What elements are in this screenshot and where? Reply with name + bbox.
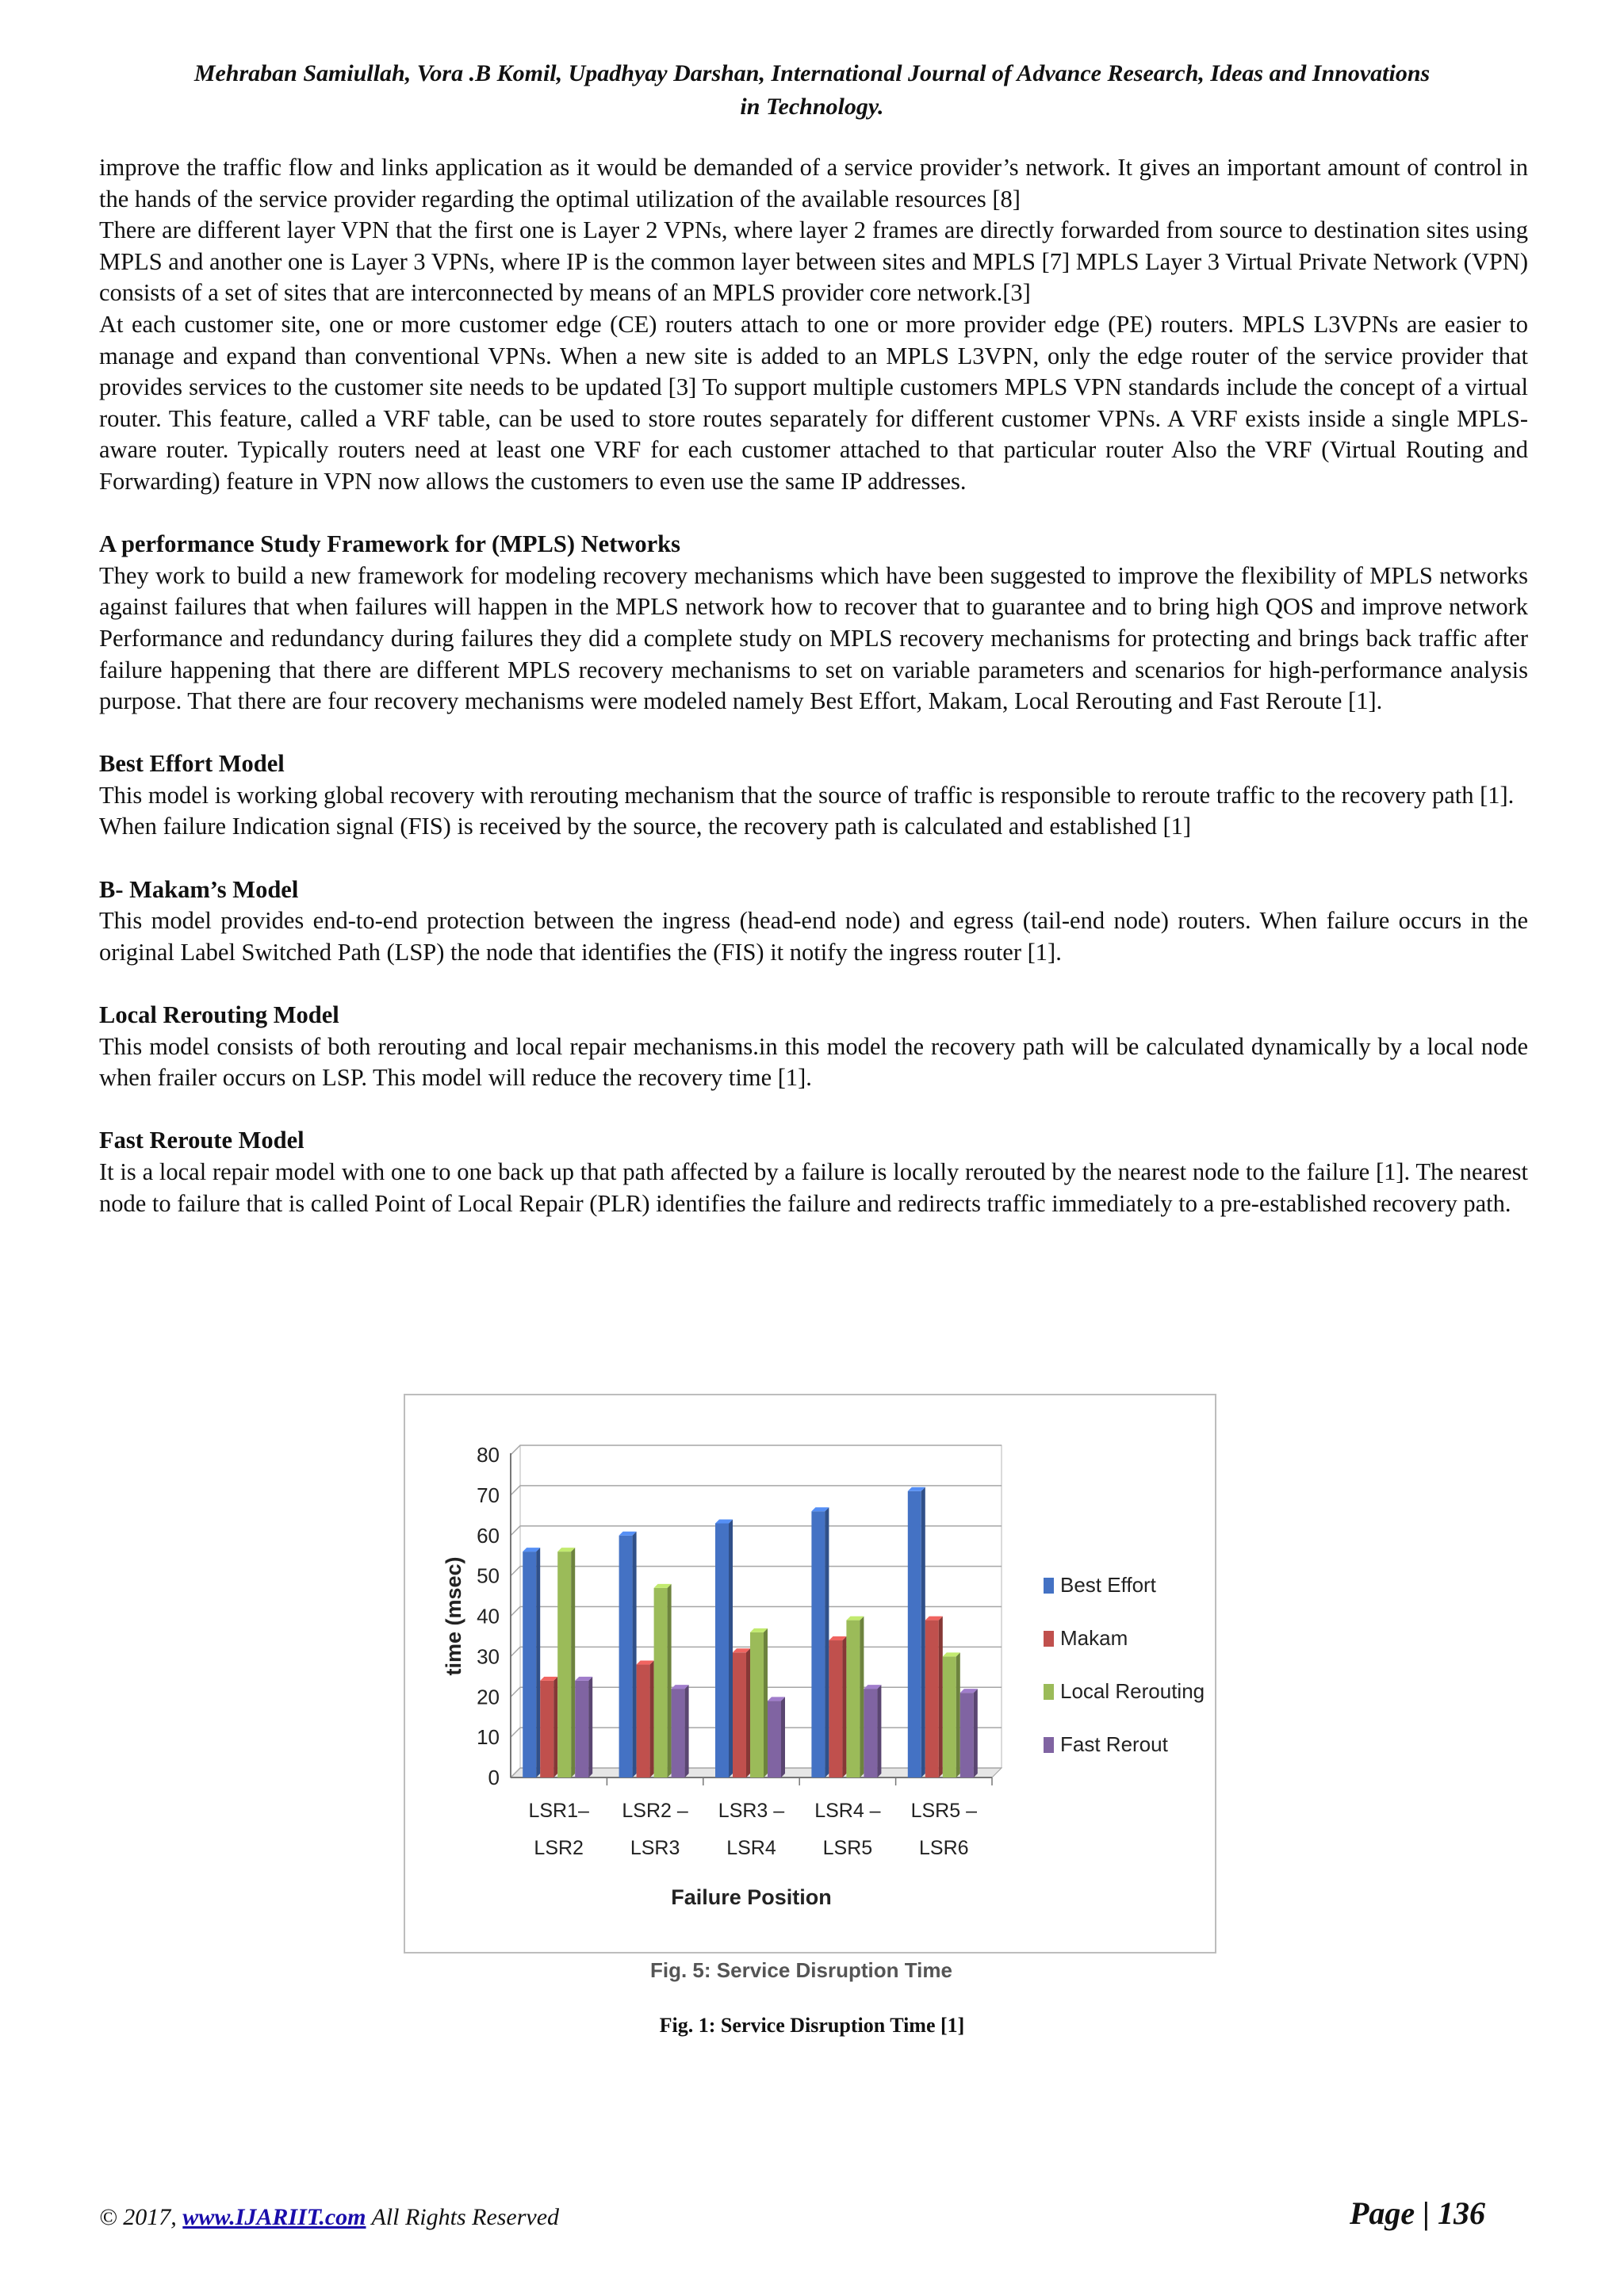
- bar-makam: [733, 1652, 746, 1777]
- footer-copyright-prefix: © 2017,: [99, 2204, 177, 2230]
- bar-local-rerouting: [846, 1621, 860, 1777]
- cut-off-caption-text: Fig. 5: Service Disruption Time: [650, 1958, 952, 1982]
- bar-side: [668, 1584, 672, 1777]
- y-tick-label: 60: [477, 1523, 500, 1548]
- section-text-makam: This model provides end-to-end protection between the ingress (head-end node) and egress (tail-end node) routers. When failure occurs in the original Label Switched Path (LSP) the node that identifies the (FIS) it notify the ingress router [1].: [99, 907, 1528, 966]
- section-title-best-effort: Best Effort Model: [99, 750, 285, 778]
- legend-swatch: [1044, 1737, 1054, 1753]
- bar-side: [650, 1661, 654, 1777]
- bar-best-effort: [715, 1523, 729, 1777]
- bar-local-rerouting: [943, 1656, 956, 1777]
- y-tick-label: 20: [477, 1685, 500, 1709]
- legend-label: Best Effort: [1060, 1573, 1156, 1597]
- bar-fast-rerout: [575, 1681, 588, 1777]
- x-tick-label: LSR4 –: [814, 1800, 881, 1822]
- bar-side: [842, 1636, 846, 1777]
- bar-makam: [637, 1665, 650, 1777]
- bar-fast-rerout: [768, 1701, 781, 1777]
- bar-local-rerouting: [654, 1588, 668, 1777]
- bar-best-effort: [619, 1536, 633, 1777]
- bar-side: [746, 1648, 750, 1777]
- bar-side: [939, 1617, 943, 1777]
- bar-chart: [405, 1395, 1215, 1952]
- bar-fast-rerout: [960, 1693, 974, 1777]
- x-axis-title: Failure Position: [671, 1885, 832, 1909]
- x-tick-label: LSR2 –: [622, 1800, 688, 1822]
- bar-fast-rerout: [864, 1689, 877, 1777]
- legend-label: Fast Rerout: [1060, 1732, 1168, 1756]
- legend-label: Makam: [1060, 1626, 1128, 1650]
- bar-local-rerouting: [750, 1632, 764, 1777]
- figure-caption: Fig. 1: Service Disruption Time [1]: [659, 2014, 965, 2037]
- header-line-2: in Technology.: [740, 94, 884, 120]
- bar-side: [729, 1519, 733, 1777]
- legend-swatch: [1044, 1631, 1054, 1647]
- bar-side: [956, 1652, 960, 1777]
- page-number: Page | 136: [1350, 2195, 1485, 2231]
- x-tick-label: LSR1–: [528, 1800, 589, 1822]
- bar-makam: [925, 1621, 939, 1777]
- section-text-best-effort-2: When failure Indication signal (FIS) is received by the source, the recovery path is calculated and established [1]: [99, 813, 1192, 840]
- bar-side: [860, 1617, 864, 1777]
- section-text-best-effort-1: This model is working global recovery with rerouting mechanism that the source of traffic is responsible to reroute traffic to the recovery path [1].: [99, 781, 1515, 809]
- running-header: [87, 57, 1537, 124]
- bar-fast-rerout: [672, 1689, 685, 1777]
- y-tick-label: 70: [477, 1483, 500, 1507]
- bar-best-effort: [811, 1511, 825, 1777]
- section-title-local-rerouting: Local Rerouting Model: [99, 1001, 339, 1029]
- section-title-framework: A performance Study Framework for (MPLS) Networks: [99, 530, 680, 558]
- paragraph-traffic-flow: improve the traffic flow and links application as it would be demanded of a service provider’s network. It gives an important amount of control in the hands of the service provider regarding the optimal utilization of the available resources [8]: [99, 154, 1528, 212]
- paragraph-customer-site: At each customer site, one or more customer edge (CE) routers attach to one or more provider edge (PE) routers. MPLS L3VPNs are easier to manage and expand than conventional VPNs. When a new site is added to an MPLS L3VPN, only the edge router of the service provider that provides services to the customer site needs to be updated [3] To support multiple customers MPLS VPN standards include the concept of a virtual router. This feature, called a VRF table, can be used to store routes separately for different customer VPNs. A VRF exists inside a single MPLS-aware router. Typically routers need at least one VRF for each customer attached to that particular router Also the VRF (Virtual Routing and Forwarding) feature in VPN now allows the customers to even use the same IP addresses.: [99, 310, 1528, 495]
- bar-side: [536, 1548, 540, 1777]
- y-tick-label: 40: [477, 1604, 500, 1628]
- bar-side: [571, 1548, 575, 1777]
- bar-local-rerouting: [557, 1552, 571, 1777]
- legend-label: Local Rerouting: [1060, 1679, 1205, 1703]
- x-tick-label: LSR3: [630, 1837, 680, 1859]
- paragraph-layer-vpn: There are different layer VPN that the first one is Layer 2 VPNs, where layer 2 frames are directly forwarded from source to destination sites using MPLS and another one is Layer 3 VPNs, where IP is the common layer between sites and MPLS [7] MPLS Layer 3 Virtual Private Network (VPN) consists of a set of sites that are interconnected by means of an MPLS provider core network.[3]: [99, 216, 1528, 307]
- x-tick-label: LSR3 –: [718, 1800, 785, 1822]
- section-title-makam: B- Makam’s Model: [99, 875, 299, 903]
- bar-side: [633, 1532, 637, 1777]
- bar-side: [553, 1677, 557, 1777]
- cut-off-caption: [650, 1958, 983, 1984]
- article-body: [99, 152, 1528, 1219]
- x-tick-label: LSR2: [534, 1837, 584, 1859]
- x-tick-label: LSR5: [822, 1837, 873, 1859]
- bar-side: [974, 1689, 978, 1777]
- legend-swatch: [1044, 1578, 1054, 1594]
- bar-side: [877, 1685, 881, 1777]
- section-text-framework: They work to build a new framework for modeling recovery mechanisms which have been suggested to improve the flexibility of MPLS networks against failures that when failures will happen in the MPLS network how to recover that to guarantee and to bring high QOS and improve network Performance and redundancy during failures they did a complete study on MPLS recovery mechanisms for protecting and brings back traffic after failure happening that there are different MPLS recovery mechanisms to set on variable parameters and scenarios for high-performance analysis purpose. That there are four recovery mechanisms were modeled namely Best Effort, Makam, Local Rerouting and Fast Reroute [1].: [99, 561, 1528, 715]
- legend-swatch: [1044, 1684, 1054, 1700]
- bar-makam: [829, 1640, 842, 1777]
- y-tick-label: 10: [477, 1725, 500, 1750]
- y-tick-label: 50: [477, 1563, 500, 1588]
- bar-side: [685, 1685, 689, 1777]
- x-tick-label: LSR6: [919, 1837, 969, 1859]
- bar-side: [764, 1628, 768, 1777]
- header-line-1: Mehraban Samiullah, Vora .B Komil, Upadhyay Darshan, International Journal of Advance Research, Ideas and Innovations: [193, 60, 1431, 86]
- y-tick-label: 0: [488, 1766, 500, 1789]
- bar-best-effort: [523, 1552, 536, 1777]
- bar-side: [825, 1507, 829, 1777]
- figure-chart: [404, 1394, 1216, 1954]
- section-text-fast-reroute: It is a local repair model with one to one back up that path affected by a failure is locally rerouted by the nearest node to the failure [1]. The nearest node to failure that is called Point of Local Repair (PLR) identifies the failure and redirects traffic immediately to a pre-established recovery path.: [99, 1158, 1528, 1217]
- footer-copyright: [99, 2204, 559, 2231]
- bar-best-effort: [908, 1491, 921, 1777]
- y-tick-label: 80: [477, 1443, 500, 1467]
- section-text-local-rerouting: This model consists of both rerouting and local repair mechanisms.in this model the recovery path will be calculated dynamically by a local node when frailer occurs on LSP. This model will reduce the recovery time [1].: [99, 1032, 1528, 1092]
- x-tick-label: LSR5 –: [910, 1800, 977, 1822]
- bar-side: [781, 1697, 785, 1777]
- bar-makam: [540, 1681, 553, 1777]
- bar-side: [588, 1677, 592, 1777]
- y-tick-label: 30: [477, 1644, 500, 1669]
- bar-side: [921, 1487, 925, 1777]
- footer-copyright-suffix: All Rights Reserved: [371, 2204, 560, 2230]
- section-title-fast-reroute: Fast Reroute Model: [99, 1127, 304, 1154]
- x-tick-label: LSR4: [726, 1837, 776, 1859]
- footer-site-link[interactable]: www.IJARIIT.com: [182, 2204, 366, 2230]
- y-axis-title: time (msec): [442, 1556, 465, 1676]
